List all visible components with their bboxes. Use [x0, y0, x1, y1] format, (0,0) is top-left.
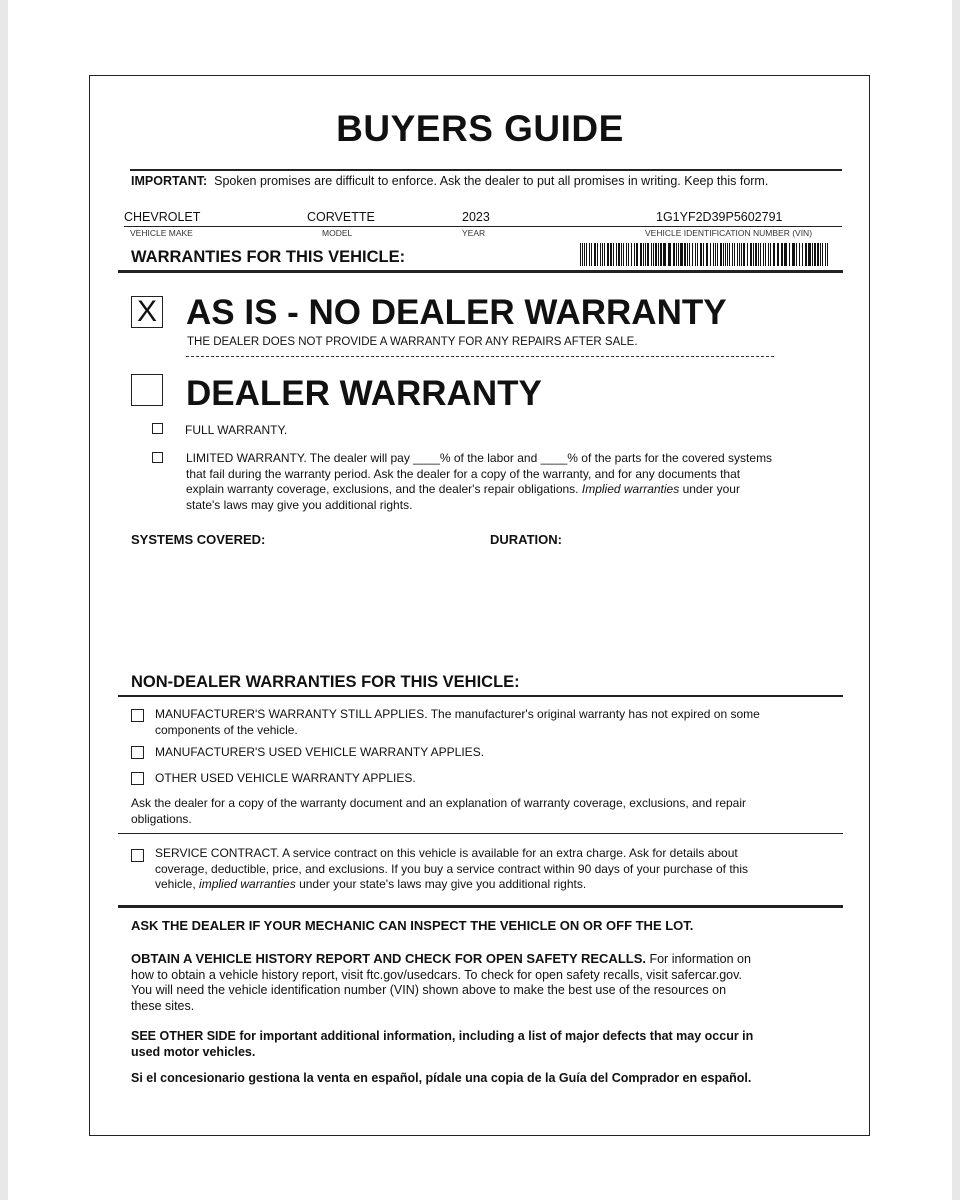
other-warranty-label: OTHER USED VEHICLE WARRANTY APPLIES.: [155, 771, 416, 785]
barcode-bar: [610, 243, 612, 266]
manufacturer-warranty-checkbox[interactable]: [131, 709, 144, 722]
service-contract-checkbox[interactable]: [131, 849, 144, 862]
duration-label: DURATION:: [490, 532, 562, 547]
barcode-bar: [678, 243, 679, 266]
barcode-bar: [597, 243, 598, 266]
full-warranty-label: FULL WARRANTY.: [185, 423, 288, 437]
barcode-bar: [591, 243, 592, 266]
barcode-bar: [697, 243, 698, 266]
barcode-bar: [600, 243, 601, 266]
barcode-bar: [789, 243, 790, 266]
barcode-bar: [805, 243, 807, 266]
barcode-bar: [741, 243, 742, 266]
barcode-bar: [723, 243, 724, 266]
barcode-bar: [695, 243, 696, 266]
barcode-bar: [580, 243, 581, 266]
barcode-bar: [717, 243, 718, 266]
barcode-bar: [713, 243, 714, 266]
barcode-bar: [616, 243, 617, 266]
barcode-bar: [781, 243, 783, 266]
vehicle-make: CHEVROLET: [124, 210, 201, 224]
barcode-bar: [808, 243, 811, 266]
vehicle-year-label: YEAR: [462, 228, 486, 238]
divider: [118, 833, 843, 834]
barcode-bar: [729, 243, 730, 266]
full-warranty-checkbox[interactable]: [152, 423, 163, 434]
form-title: BUYERS GUIDE: [336, 108, 624, 149]
barcode-bar: [703, 243, 704, 266]
barcode-bar: [634, 243, 635, 266]
barcode-bar: [594, 243, 596, 266]
barcode-bar: [755, 243, 757, 266]
barcode-bar: [734, 243, 735, 266]
mechanic-notice: ASK THE DEALER IF YOUR MECHANIC CAN INSPECT THE VEHICLE ON OR OFF THE LOT.: [131, 918, 694, 933]
divider: [118, 905, 843, 908]
barcode-bar: [653, 243, 654, 266]
used-vehicle-warranty-label: MANUFACTURER'S USED VEHICLE WARRANTY APPLIES.: [155, 745, 485, 759]
barcode-bar: [640, 243, 642, 266]
barcode-bar: [710, 243, 711, 266]
barcode-bar: [814, 243, 816, 266]
barcode-bar: [799, 243, 800, 266]
barcode-bar: [743, 243, 745, 266]
barcode-bar: [750, 243, 752, 266]
as-is-checkbox[interactable]: X: [131, 296, 163, 328]
barcode-bar: [725, 243, 726, 266]
barcode-bar: [673, 243, 675, 266]
barcode-bar: [623, 243, 624, 266]
systems-covered-label: SYSTEMS COVERED:: [131, 532, 266, 547]
barcode-bar: [753, 243, 754, 266]
barcode-bar: [796, 243, 797, 266]
dashed-divider: [186, 356, 774, 357]
barcode-bar: [602, 243, 603, 266]
barcode-bar: [689, 243, 690, 266]
spanish-notice: Si el concesionario gestiona la venta en español, pídale una copia de la Guía del Comprador en español.: [131, 1071, 752, 1085]
non-dealer-note: Ask the dealer for a copy of the warranty document and an explanation of warranty coverage, exclusions, and repair obligations.: [131, 796, 747, 826]
barcode-bar: [825, 243, 826, 266]
barcode-bar: [680, 243, 683, 266]
barcode-bar: [647, 243, 649, 266]
service-contract-text: SERVICE CONTRACT. A service contract on this vehicle is available for an extra charge. Ask for details about coverage, deductible, price, and exclusions. If you buy a service contract within 90 days of your purchase of this vehicle, implied warranties under your state's laws may give you additional rights.: [155, 846, 748, 891]
vehicle-vin: 1G1YF2D39P5602791: [656, 210, 783, 224]
barcode-bar: [663, 243, 666, 266]
see-other-side: SEE OTHER SIDE for important additional information, including a list of major defects that may occur in used motor vehicles.: [131, 1029, 754, 1059]
dealer-warranty-title: DEALER WARRANTY: [186, 374, 542, 413]
barcode-bar: [700, 243, 702, 266]
barcode-bar: [651, 243, 652, 266]
vehicle-vin-label: VEHICLE IDENTIFICATION NUMBER (VIN): [645, 228, 813, 238]
barcode-bar: [817, 243, 819, 266]
important-label: IMPORTANT:: [131, 174, 208, 188]
barcode-bar: [586, 243, 587, 266]
barcode-bar: [604, 243, 605, 266]
barcode-bar: [607, 243, 609, 266]
barcode-bar: [737, 243, 738, 266]
barcode-bar: [626, 243, 627, 266]
limited-line: state's laws may give you additional rights.: [186, 497, 413, 512]
barcode-bar: [720, 243, 722, 266]
barcode-bar: [655, 243, 657, 266]
barcode-bar: [732, 243, 733, 266]
barcode-bar: [687, 243, 688, 266]
barcode-bar: [768, 243, 769, 266]
barcode-bar: [584, 243, 585, 266]
vehicle-year: 2023: [462, 210, 490, 224]
as-is-title: AS IS - NO DEALER WARRANTY: [186, 293, 727, 332]
barcode-bar: [692, 243, 693, 266]
vin-barcode: [580, 243, 828, 266]
vehicle-make-label: VEHICLE MAKE: [130, 228, 193, 238]
barcode-bar: [618, 243, 620, 266]
barcode-bar: [621, 243, 622, 266]
limited-line: explain warranty coverage, exclusions, and the dealer's repair obligations. Implied warranties under your: [186, 482, 740, 496]
barcode-bar: [792, 243, 795, 266]
barcode-bar: [715, 243, 716, 266]
barcode-bar: [822, 243, 823, 266]
barcode-bar: [706, 243, 708, 266]
barcode-bar: [676, 243, 677, 266]
warranties-heading: WARRANTIES FOR THIS VEHICLE:: [131, 248, 406, 266]
used-vehicle-warranty-checkbox[interactable]: [131, 746, 144, 759]
vehicle-model: CORVETTE: [307, 210, 375, 224]
limited-warranty-text: [186, 451, 846, 513]
important-text: Spoken promises are difficult to enforce. Ask the dealer to put all promises in writing. Keep this form.: [214, 174, 769, 188]
barcode-bar: [765, 243, 766, 266]
divider: [124, 226, 842, 227]
barcode-bar: [727, 243, 728, 266]
divider: [118, 695, 843, 697]
barcode-bar: [668, 243, 671, 266]
manufacturer-warranty-text: MANUFACTURER'S WARRANTY STILL APPLIES. The manufacturer's original warranty has not expired on some components of the vehicle.: [155, 707, 760, 737]
limited-warranty-checkbox[interactable]: [152, 452, 163, 463]
barcode-bar: [784, 243, 787, 266]
history-report-text: OBTAIN A VEHICLE HISTORY REPORT AND CHECK FOR OPEN SAFETY RECALLS. For information on how to obtain a vehicle history report, visit ftc.gov/usedcars. To check for open safety recalls, visit safercar.gov. You will need the vehicle identification number (VIN) shown above to make the best use of the resources on these sites.: [131, 951, 751, 1013]
barcode-bar: [684, 243, 686, 266]
limited-line: LIMITED WARRANTY. The dealer will pay ____% of the labor and ____% of the parts for the covered systems: [186, 451, 773, 465]
barcode-bar: [770, 243, 771, 266]
divider: [118, 270, 843, 273]
non-dealer-heading: NON-DEALER WARRANTIES FOR THIS VEHICLE:: [131, 673, 520, 691]
barcode-bar: [747, 243, 748, 266]
important-notice: [131, 174, 768, 188]
barcode-bar: [760, 243, 761, 266]
limited-line: that fail during the warranty period. Ask the dealer for a copy of the warranty, and for any documents that: [186, 466, 741, 481]
barcode-bar: [777, 243, 779, 266]
barcode-bar: [589, 243, 590, 266]
divider: [130, 169, 842, 171]
barcode-bar: [820, 243, 821, 266]
barcode-bar: [613, 243, 614, 266]
barcode-bar: [827, 243, 828, 266]
barcode-bar: [658, 243, 659, 266]
vehicle-model-label: MODEL: [322, 228, 353, 238]
barcode-bar: [812, 243, 813, 266]
barcode-bar: [628, 243, 629, 266]
dealer-warranty-checkbox[interactable]: [131, 374, 163, 406]
barcode-bar: [660, 243, 662, 266]
barcode-bar: [645, 243, 646, 266]
barcode-bar: [631, 243, 632, 266]
barcode-bar: [763, 243, 764, 266]
barcode-bar: [758, 243, 759, 266]
barcode-bar: [739, 243, 740, 266]
barcode-bar: [643, 243, 644, 266]
other-warranty-checkbox[interactable]: [131, 772, 144, 785]
as-is-subtitle: THE DEALER DOES NOT PROVIDE A WARRANTY FOR ANY REPAIRS AFTER SALE.: [187, 336, 638, 348]
barcode-bar: [773, 243, 775, 266]
barcode-bar: [802, 243, 803, 266]
barcode-bar: [636, 243, 638, 266]
barcode-bar: [582, 243, 583, 266]
